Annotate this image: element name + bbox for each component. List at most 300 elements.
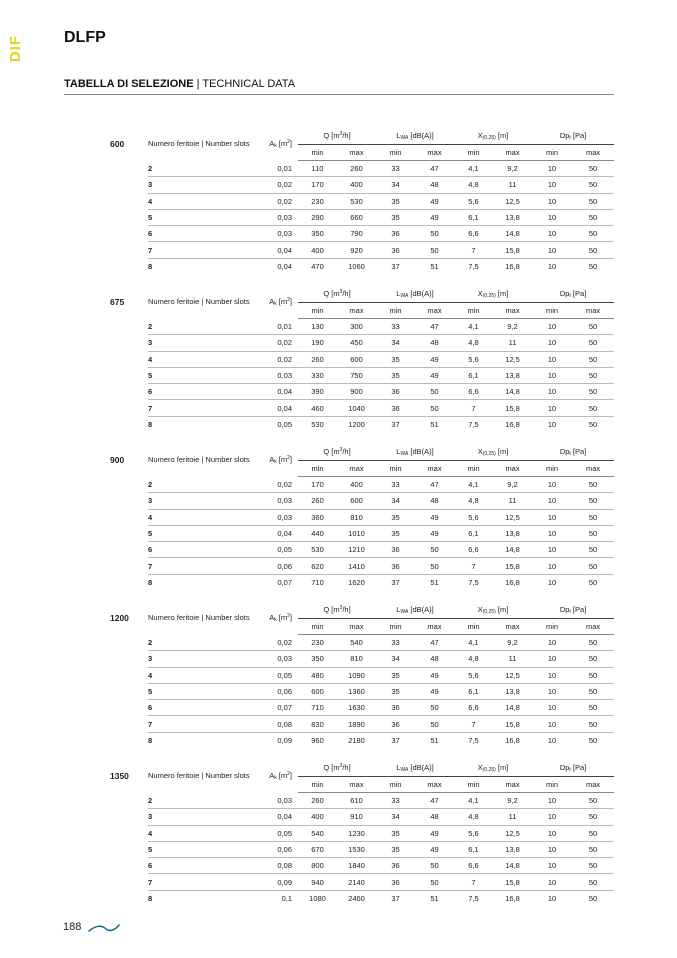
slots-header-it: Numero feritoie (148, 297, 200, 307)
table-cell: 47 (415, 635, 454, 651)
table-cell: 10 (532, 542, 572, 558)
slots-header (148, 285, 266, 319)
ak-value: 0,04 (266, 384, 298, 400)
slots-count: 3 (148, 651, 266, 667)
ak-unit-open: [m (276, 138, 288, 148)
header-row (110, 443, 614, 461)
dp-header (532, 285, 614, 303)
table-row (110, 335, 614, 351)
table-cell: 50 (572, 809, 614, 825)
ak-value: 0,04 (266, 809, 298, 825)
table-cell: 35 (376, 683, 415, 699)
table-row (110, 667, 614, 683)
table-cell: 400 (337, 477, 376, 493)
selection-table (110, 285, 614, 432)
dp-unit: [Pa] (570, 604, 587, 614)
table-row (110, 825, 614, 841)
x-unit: [m] (495, 604, 509, 614)
table-cell: 350 (298, 226, 337, 242)
table-cell: 13,8 (493, 683, 532, 699)
table-cell: 750 (337, 367, 376, 383)
table-cell: 50 (415, 242, 454, 258)
table-cell: 10 (532, 874, 572, 890)
size-label: 675 (110, 296, 125, 307)
q-close: /h] (342, 447, 351, 456)
table-cell: 50 (415, 716, 454, 732)
x-sub: (0,25) (482, 134, 496, 141)
x-base: X (477, 130, 483, 140)
slots-count: 6 (148, 384, 266, 400)
header-row (110, 759, 614, 777)
table-cell: 810 (337, 651, 376, 667)
ak-value: 0,02 (266, 351, 298, 367)
ak-base: A (269, 138, 275, 148)
min-header: min (532, 303, 572, 319)
slots-count: 7 (148, 242, 266, 258)
slots-header-it: Numero feritoie (148, 613, 200, 623)
ak-value: 0,02 (266, 635, 298, 651)
table-cell: 7 (454, 400, 493, 416)
table-cell: 4,8 (454, 335, 493, 351)
table-cell: 10 (532, 667, 572, 683)
table-cell: 50 (588, 419, 598, 429)
min-header: min (532, 619, 572, 635)
table-cell: 10 (532, 193, 572, 209)
table-cell: 130 (298, 319, 337, 335)
min-header: min (376, 777, 415, 793)
dp-sub: t (569, 766, 571, 773)
slots-header-sep: | (199, 297, 206, 307)
min-header: min (454, 461, 493, 477)
ak-header (266, 759, 298, 793)
lwa-header (376, 759, 454, 777)
table-cell: 15,8 (493, 716, 532, 732)
slots-count: 6 (148, 226, 266, 242)
table-cell: 33 (376, 477, 415, 493)
table-cell: 13,8 (493, 209, 532, 225)
section-heading-separator: | (193, 78, 203, 90)
dp-unit: [Pa] (570, 288, 587, 298)
table-cell: 790 (337, 226, 376, 242)
slots-count: 2 (148, 477, 266, 493)
table-cell: 7 (454, 242, 493, 258)
table-cell: 50 (572, 209, 614, 225)
selection-table (110, 759, 614, 906)
slots-count: 5 (148, 683, 266, 699)
table-cell: 50 (572, 193, 614, 209)
table-cell: 4,1 (454, 793, 493, 809)
table-cell: 50 (572, 242, 614, 258)
table-row (110, 416, 614, 432)
table-cell: 50 (572, 841, 614, 857)
table-cell: 37 (391, 419, 400, 429)
table-cell: 10 (532, 558, 572, 574)
table-cell: 49 (415, 351, 454, 367)
lwa-header (376, 127, 454, 145)
header-row (110, 285, 614, 303)
table-cell: 6,6 (454, 700, 493, 716)
ak-value: 0,08 (266, 716, 298, 732)
q-close: /h] (342, 763, 351, 772)
table-cell: 710 (298, 700, 337, 716)
ak-value: 0,05 (266, 825, 298, 841)
q-base: Q [m (323, 131, 340, 140)
x-unit: [m] (495, 762, 509, 772)
ak-value: 0,06 (266, 841, 298, 857)
min-header: min (298, 303, 337, 319)
ak-value: 0,03 (266, 209, 298, 225)
table-cell: 50 (572, 525, 614, 541)
ak-sub: k (274, 142, 277, 149)
q-close: /h] (342, 605, 351, 614)
q-close: /h] (342, 131, 351, 140)
table-cell: 10 (532, 525, 572, 541)
table-cell: 50 (572, 635, 614, 651)
q-base: Q [m (323, 605, 340, 614)
table-cell: 50 (415, 226, 454, 242)
table-cell: 11 (493, 177, 532, 193)
x-header (454, 759, 532, 777)
table-cell: 1060 (348, 261, 365, 271)
table-cell: 10 (532, 367, 572, 383)
max-header: max (493, 303, 532, 319)
table-cell: 470 (311, 261, 324, 271)
table-cell: 35 (376, 193, 415, 209)
slots-header (148, 601, 266, 635)
slots-header-en: Number slots (205, 771, 250, 781)
table-cell: 36 (376, 542, 415, 558)
header-row (110, 601, 614, 619)
wave-logo-icon (88, 921, 120, 935)
table-row (110, 242, 614, 258)
slots-header-sep: | (199, 771, 206, 781)
ak-value: 0,03 (266, 226, 298, 242)
table-row (110, 351, 614, 367)
table-cell: 330 (298, 367, 337, 383)
x-sub: (0,25) (482, 608, 496, 615)
table-cell: 1040 (337, 400, 376, 416)
ak-value: 0,02 (266, 193, 298, 209)
table-cell: 540 (298, 825, 337, 841)
selection-table-block (110, 285, 614, 432)
table-cell: 51 (430, 261, 439, 271)
table-cell: 530 (298, 542, 337, 558)
table-cell: 14,8 (493, 384, 532, 400)
table-cell: 33 (376, 161, 415, 177)
table-cell: 600 (337, 351, 376, 367)
table-cell: 960 (311, 735, 324, 745)
slots-count: 2 (148, 793, 266, 809)
table-cell: 5,6 (454, 193, 493, 209)
dp-sub: t (569, 292, 571, 299)
x-header (454, 443, 532, 461)
slots-count: 6 (148, 700, 266, 716)
table-cell: 10 (532, 809, 572, 825)
table-cell: 35 (376, 509, 415, 525)
ak-value: 0,02 (266, 335, 298, 351)
table-cell: 50 (572, 493, 614, 509)
table-cell: 4,1 (454, 477, 493, 493)
selection-table-block (110, 759, 614, 906)
x-base: X (477, 288, 483, 298)
table-cell: 10 (532, 509, 572, 525)
table-row (110, 874, 614, 890)
table-row (110, 732, 614, 748)
table-row (110, 319, 614, 335)
table-cell: 670 (298, 841, 337, 857)
table-cell: 10 (532, 384, 572, 400)
table-cell: 11 (493, 493, 532, 509)
table-cell: 10 (532, 400, 572, 416)
table-cell: 1410 (337, 558, 376, 574)
table-cell: 530 (311, 419, 324, 429)
ak-value: 0,05 (266, 542, 298, 558)
min-header: min (454, 777, 493, 793)
table-cell: 50 (572, 558, 614, 574)
size-label: 1350 (110, 770, 129, 781)
table-row (110, 209, 614, 225)
slots-count: 8 (148, 261, 153, 271)
table-cell: 10 (532, 161, 572, 177)
slots-count: 7 (148, 874, 266, 890)
ak-base: A (269, 296, 275, 306)
slots-count: 5 (148, 209, 266, 225)
table-cell: 15,8 (493, 400, 532, 416)
table-cell: 7 (454, 558, 493, 574)
table-cell: 5,6 (454, 825, 493, 841)
table-cell: 6,1 (454, 525, 493, 541)
slots-count: 2 (148, 319, 266, 335)
slots-count: 8 (148, 577, 153, 587)
selection-table-block (110, 127, 614, 274)
table-cell: 4,8 (454, 809, 493, 825)
ak-value: 0,04 (266, 525, 298, 541)
table-cell: 51 (430, 893, 439, 903)
table-cell: 940 (298, 874, 337, 890)
table-cell: 2180 (348, 735, 365, 745)
table-cell: 16,8 (505, 893, 520, 903)
size-label: 900 (110, 454, 125, 465)
q-header (298, 759, 376, 777)
lwa-header (376, 601, 454, 619)
dp-base: Dp (559, 446, 570, 456)
ak-base: A (269, 612, 275, 622)
table-cell: 710 (311, 577, 324, 587)
table-cell: 50 (572, 335, 614, 351)
table-cell: 13,8 (493, 841, 532, 857)
ak-sub: k (274, 300, 277, 307)
slots-header-sep: | (199, 455, 206, 465)
ak-base: A (269, 770, 275, 780)
table-cell: 14,8 (493, 542, 532, 558)
slots-count: 4 (148, 509, 266, 525)
page-number: 188 (63, 921, 82, 933)
table-cell: 37 (391, 735, 400, 745)
header-row (110, 127, 614, 145)
slots-header-it: Numero feritoie (148, 771, 200, 781)
slots-header (148, 127, 266, 161)
slots-count: 6 (148, 858, 266, 874)
ak-value: 0,09 (266, 874, 298, 890)
slots-count: 3 (148, 177, 266, 193)
table-cell: 1620 (348, 577, 365, 587)
ak-value: 0,01 (266, 319, 298, 335)
dp-unit: [Pa] (570, 130, 587, 140)
table-cell: 50 (572, 683, 614, 699)
table-cell: 12,5 (493, 351, 532, 367)
table-cell: 12,5 (493, 509, 532, 525)
table-cell: 36 (376, 716, 415, 732)
table-cell: 50 (415, 400, 454, 416)
table-cell: 2140 (337, 874, 376, 890)
q-sup: 3 (339, 605, 343, 611)
table-cell: 50 (588, 893, 598, 903)
table-cell: 10 (532, 793, 572, 809)
table-cell: 35 (376, 667, 415, 683)
x-header (454, 285, 532, 303)
l-base: L (396, 288, 401, 298)
l-sub: WA (400, 292, 409, 299)
table-cell: 10 (532, 319, 572, 335)
table-cell: 36 (376, 400, 415, 416)
table-cell: 34 (376, 177, 415, 193)
x-unit: [m] (495, 130, 509, 140)
dp-sub: t (569, 450, 571, 457)
selection-table-block (110, 443, 614, 590)
max-header: max (493, 619, 532, 635)
q-sup: 3 (339, 289, 343, 295)
table-cell: 540 (337, 635, 376, 651)
table-row (110, 258, 614, 274)
table-cell: 50 (588, 261, 598, 271)
l-unit: [dB(A)] (408, 446, 434, 456)
table-cell: 1090 (337, 667, 376, 683)
table-cell: 34 (376, 651, 415, 667)
ak-value: 0,03 (266, 793, 298, 809)
table-cell: 50 (572, 177, 614, 193)
table-cell: 50 (572, 477, 614, 493)
table-cell: 600 (298, 683, 337, 699)
table-row (110, 635, 614, 651)
q-base: Q [m (323, 289, 340, 298)
table-cell: 50 (415, 858, 454, 874)
selection-table (110, 601, 614, 748)
table-cell: 50 (572, 667, 614, 683)
table-cell: 34 (376, 493, 415, 509)
max-header: max (337, 303, 376, 319)
ak-unit-close: ] (289, 454, 292, 464)
table-cell: 620 (298, 558, 337, 574)
table-cell: 34 (376, 335, 415, 351)
table-cell: 10 (532, 858, 572, 874)
table-cell: 350 (298, 651, 337, 667)
slots-header (148, 759, 266, 793)
max-header: max (415, 145, 454, 161)
table-cell: 12,5 (493, 667, 532, 683)
table-row (110, 890, 614, 906)
ak-value: 0,03 (266, 651, 298, 667)
min-header: min (454, 619, 493, 635)
table-cell: 6,6 (454, 858, 493, 874)
table-cell: 12,5 (493, 825, 532, 841)
table-cell: 16,8 (505, 261, 520, 271)
table-cell: 400 (298, 242, 337, 258)
table-cell: 1360 (337, 683, 376, 699)
table-cell: 49 (415, 525, 454, 541)
table-cell: 50 (415, 542, 454, 558)
table-cell: 400 (337, 177, 376, 193)
max-header: max (415, 619, 454, 635)
table-cell: 50 (572, 716, 614, 732)
table-cell: 49 (415, 667, 454, 683)
table-cell: 910 (337, 809, 376, 825)
l-base: L (396, 604, 401, 614)
table-cell: 49 (415, 683, 454, 699)
table-cell: 47 (415, 319, 454, 335)
slots-count: 7 (148, 558, 266, 574)
table-cell: 10 (532, 651, 572, 667)
q-header (298, 601, 376, 619)
table-cell: 6,6 (454, 542, 493, 558)
table-cell: 48 (415, 809, 454, 825)
ak-value: 0,07 (277, 577, 292, 587)
table-cell: 1230 (337, 825, 376, 841)
table-cell: 35 (376, 367, 415, 383)
table-cell: 51 (430, 735, 439, 745)
table-cell: 10 (532, 335, 572, 351)
table-cell: 50 (572, 793, 614, 809)
table-row (110, 574, 614, 590)
table-cell: 440 (298, 525, 337, 541)
side-tab (8, 28, 24, 68)
ak-value: 0,04 (266, 400, 298, 416)
table-row (110, 384, 614, 400)
table-cell: 14,8 (493, 226, 532, 242)
max-header: max (337, 619, 376, 635)
table-cell: 51 (430, 577, 439, 587)
table-cell: 49 (415, 209, 454, 225)
table-cell: 10 (547, 261, 557, 271)
table-cell: 35 (376, 525, 415, 541)
side-tab-label: DIF (7, 34, 25, 62)
table-cell: 35 (376, 841, 415, 857)
max-header: max (493, 145, 532, 161)
table-cell: 1080 (309, 893, 326, 903)
table-cell: 9,2 (493, 161, 532, 177)
table-cell: 49 (415, 825, 454, 841)
slots-count: 5 (148, 525, 266, 541)
table-cell: 50 (415, 558, 454, 574)
table-cell: 35 (376, 351, 415, 367)
ak-value: 0,09 (277, 735, 292, 745)
x-unit: [m] (495, 288, 509, 298)
dp-header (532, 601, 614, 619)
table-cell: 300 (337, 319, 376, 335)
l-unit: [dB(A)] (408, 288, 434, 298)
slots-count: 4 (148, 825, 266, 841)
q-sup: 3 (339, 447, 343, 453)
table-cell: 610 (337, 793, 376, 809)
table-cell: 35 (376, 209, 415, 225)
table-cell: 36 (376, 858, 415, 874)
table-cell: 16,8 (505, 735, 520, 745)
table-cell: 50 (588, 577, 598, 587)
x-base: X (477, 446, 483, 456)
min-header: min (298, 461, 337, 477)
table-cell: 460 (298, 400, 337, 416)
table-row (110, 542, 614, 558)
ak-value: 0,1 (281, 893, 292, 903)
